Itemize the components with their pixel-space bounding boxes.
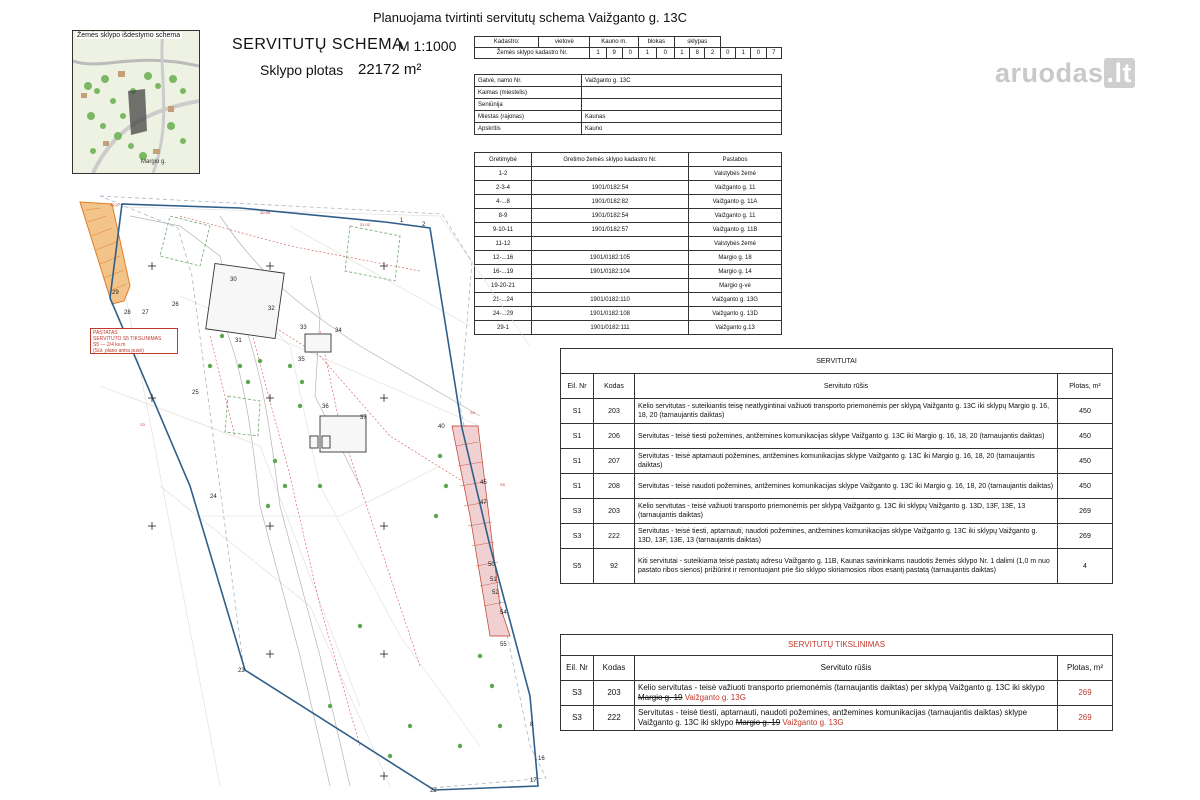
easement-cell: S3 xyxy=(561,499,594,524)
aruodas-logo xyxy=(995,58,1135,89)
cadastre-digit: 1 xyxy=(590,48,606,59)
cadastre-location-row xyxy=(475,37,782,48)
adjacent-row xyxy=(475,167,782,181)
adjacent-cell: 1901/0182:111 xyxy=(532,321,689,335)
clarification-header-cell: Plotas, m² xyxy=(1058,656,1113,681)
easement-row xyxy=(561,549,1113,584)
adjacent-cell: Valstybės žemė xyxy=(689,167,782,181)
building-note-line: SERVITUTO S5 TIKSLINIMAS xyxy=(93,336,162,342)
clarification-new-address: Vaižganto g. 13G xyxy=(682,693,746,702)
easement-cell: 269 xyxy=(1058,499,1113,524)
adjacent-cell: Vaižganto g. 13D xyxy=(689,307,782,321)
plan-point-label: 40 xyxy=(438,424,445,430)
adjacent-cell: 4-...8 xyxy=(475,195,532,209)
easement-cell: S5 xyxy=(561,549,594,584)
cadastre-digit: 1 xyxy=(674,48,689,59)
plan-point-label: 24 xyxy=(210,494,217,500)
adjacent-cell: Vaižganto g. 11A xyxy=(689,195,782,209)
plan-point-label: 8 xyxy=(530,722,534,728)
plan-point-label: 34 xyxy=(335,328,342,334)
cadastre-number-label: Žemės sklypo kadastro Nr. xyxy=(475,48,590,59)
adjacent-cell: 1901/0182:82 xyxy=(532,195,689,209)
adjacent-cell: 2-3-4 xyxy=(475,181,532,195)
easements-title: SERVITUTAI xyxy=(561,349,1113,374)
plan-point-label: 52 xyxy=(492,590,499,596)
plan-point-label: 51 xyxy=(490,577,497,583)
plot-area-label: Sklypo plotas xyxy=(260,62,344,78)
address-table xyxy=(474,74,782,135)
schema-title: SERVITUTŲ SCHEMA xyxy=(232,36,404,53)
plan-point-label: 50 xyxy=(488,562,495,568)
address-row xyxy=(475,111,782,123)
cadastre-area-label: vietovė xyxy=(539,37,590,48)
clarification-code: 203 xyxy=(594,681,635,706)
easement-cell: Kelio servitutas - teisė važiuoti transporto priemonėmis per sklypą Vaižganto g. 13C iki sklypų Vaižganto g. 13D, 13F, 13E, 13 (tarnaujantis daiktas) xyxy=(635,499,1058,524)
clarification-text-main: Servitutas - teisė tiesti, aptarnauti, naudoti požemines, antžemines komunikacijas (tarnaujantis daiktas) sklype Vaižganto g. 13C iki sklypo xyxy=(638,708,1028,727)
clarification-text xyxy=(635,706,1058,731)
logo-tld: .lt xyxy=(1104,58,1136,88)
building-note-line: S5 — 2/4 kv.m xyxy=(93,342,126,348)
clarification-new-address: Vaižganto g. 13G xyxy=(780,718,844,727)
cadastre-digit: 9 xyxy=(606,48,622,59)
easement-cell: 4 xyxy=(1058,549,1113,584)
plan-point-label: 33 xyxy=(300,325,307,331)
cadastre-number-table xyxy=(474,36,782,59)
cadastre-digit: 1 xyxy=(735,48,750,59)
address-row xyxy=(475,75,782,87)
adjacent-cell: 1901/0182:54 xyxy=(532,209,689,223)
address-row xyxy=(475,99,782,111)
inset-caption: Žemės sklypo išdėstymo schema xyxy=(77,32,181,39)
cadastre-block-label: blokas xyxy=(638,37,674,48)
cadastre-area-value: Kauno m. xyxy=(590,37,638,48)
plan-point-label: 31 xyxy=(235,338,242,344)
easement-cell: 450 xyxy=(1058,424,1113,449)
cadastre-digit: 2 xyxy=(705,48,720,59)
easements-header-cell: Kodas xyxy=(594,374,635,399)
location-inset-map xyxy=(72,30,200,174)
plan-point-label: 55 xyxy=(500,642,507,648)
easement-row xyxy=(561,424,1113,449)
cadastre-digit: 7 xyxy=(766,48,781,59)
adjacent-header-cell: Gretimo žemės sklypo kadastro Nr. xyxy=(532,153,689,167)
plan-point-label: 16 xyxy=(538,756,545,762)
plan-point-label: 37 xyxy=(360,415,367,421)
cadastre-digit: 8 xyxy=(690,48,705,59)
easement-cell: Servitutas - teisė aptarnauti požemines, antžemines komunikacijas sklype Vaižganto g. 13C iki Margio g. 16, 18, 20 (tarnaujantis daiktas) xyxy=(635,449,1058,474)
easement-cell: 203 xyxy=(594,399,635,424)
clarification-struck-address: Margio g. 19 xyxy=(735,718,781,727)
clarification-header-cell: Servituto rūšis xyxy=(635,656,1058,681)
adjacent-cell: 8-9 xyxy=(475,209,532,223)
address-label: Apskritis xyxy=(475,123,582,135)
easement-cell: S1 xyxy=(561,449,594,474)
easements-header-cell: Plotas, m² xyxy=(1058,374,1113,399)
adjacent-cell: 9-10-11 xyxy=(475,223,532,237)
adjacent-cell: Margio g. 14 xyxy=(689,265,782,279)
cadastre-label: Kadastro: xyxy=(475,37,539,48)
svg-text:S3: S3 xyxy=(140,422,145,427)
clarification-title: SERVITUTŲ TIKSLINIMAS xyxy=(561,635,1113,656)
address-value: Kaunas xyxy=(582,111,782,123)
adjacent-cell: Vaižganto g.13 xyxy=(689,321,782,335)
plan-point-label: 27 xyxy=(142,310,149,316)
adjacent-cell: Vaižganto g. 13G xyxy=(689,293,782,307)
adjacent-cell: 16-...19 xyxy=(475,265,532,279)
easement-row xyxy=(561,449,1113,474)
plot-area-value: 22172 m² xyxy=(358,61,422,78)
building-note-line: (Sūr. plano antra pusė) xyxy=(93,348,144,354)
easement-cell: 203 xyxy=(594,499,635,524)
svg-text:30.95: 30.95 xyxy=(260,210,271,215)
address-value: Kauno xyxy=(582,123,782,135)
plan-point-label: 1 xyxy=(400,218,404,224)
logo-text: aruodas xyxy=(995,58,1104,88)
plan-point-label: 54 xyxy=(500,610,507,616)
clarification-nr: S3 xyxy=(561,706,594,731)
clarification-header-row xyxy=(561,656,1113,681)
clarification-struck-address: Margio g. 19 xyxy=(638,693,683,702)
clarification-area: 269 xyxy=(1058,681,1113,706)
plan-point-label: 28 xyxy=(124,310,131,316)
cadastre-digit: 0 xyxy=(751,48,766,59)
easement-cell: 450 xyxy=(1058,399,1113,424)
address-row xyxy=(475,87,782,99)
easement-row xyxy=(561,524,1113,549)
adjacent-cell: 1901/0182:108 xyxy=(532,307,689,321)
clarification-nr: S3 xyxy=(561,681,594,706)
plan-point-label: 32 xyxy=(268,306,275,312)
plan-point-label: 29 xyxy=(112,290,119,296)
address-label: Seniūnija xyxy=(475,99,582,111)
easements-title-row xyxy=(561,349,1113,374)
plan-point-label: 23 xyxy=(238,668,245,674)
adjacent-cell: Vaižganto g. 11 xyxy=(689,181,782,195)
schema-scale: M 1:1000 xyxy=(398,38,457,54)
easement-cell: 92 xyxy=(594,549,635,584)
adjacent-cell: 1901/0182:110 xyxy=(532,293,689,307)
adjacent-cell: Margio g-vė xyxy=(689,279,782,293)
easement-cell: S1 xyxy=(561,399,594,424)
easement-row xyxy=(561,474,1113,499)
adjacent-cell: Vaižganto g. 11B xyxy=(689,223,782,237)
clarification-text-main: Kelio servitutas - teisė važiuoti transporto priemonėmis (tarnaujantis daiktas) per sklypą Vaižganto g. 13C iki sklypo xyxy=(638,683,1045,692)
easements-header-cell: Servituto rūšis xyxy=(635,374,1058,399)
adjacent-cell: 1901/0182:57 xyxy=(532,223,689,237)
adjacent-cell: 21-...24 xyxy=(475,293,532,307)
easement-cell: 222 xyxy=(594,524,635,549)
address-label: Miestas (rajonas) xyxy=(475,111,582,123)
address-row xyxy=(475,123,782,135)
easement-row xyxy=(561,399,1113,424)
easement-cell: S1 xyxy=(561,474,594,499)
svg-text:31.07: 31.07 xyxy=(110,202,121,207)
easement-clarification-table xyxy=(560,634,1113,731)
easement-cell: 206 xyxy=(594,424,635,449)
adjacent-cell: Margio g. 18 xyxy=(689,251,782,265)
adjacent-cell: 29-1 xyxy=(475,321,532,335)
clarification-area: 269 xyxy=(1058,706,1113,731)
address-value: Vaižganto g. 13C xyxy=(582,75,782,87)
plan-point-label: 35 xyxy=(298,357,305,363)
easement-cell: Servitutas - teisė tiesti, aptarnauti, naudoti požemines, antžemines komunikacijas sklype Vaižganto g. 13C iki sklypų Vaižganto g. 13D, 13F, 13E, 13 (tarnaujantis daiktas) xyxy=(635,524,1058,549)
plan-point-label: 36 xyxy=(322,404,329,410)
svg-text:S4: S4 xyxy=(470,410,475,415)
plan-point-label: 30 xyxy=(230,277,237,283)
clarification-header-cell: Eil. Nr xyxy=(561,656,594,681)
svg-text:S5: S5 xyxy=(500,482,505,487)
plan-point-label: 26 xyxy=(172,302,179,308)
adjacent-header-cell: Pastabos xyxy=(689,153,782,167)
easement-cell: Servitutas - teisė tiesti požemines, antžemines komunikacijas sklype Vaižganto g. 13C iki Margio g. 16, 18, 20 (tarnaujantis daiktas) xyxy=(635,424,1058,449)
easements-header-row xyxy=(561,374,1113,399)
adjacent-cell: Vaižganto g. 11 xyxy=(689,209,782,223)
clarification-text xyxy=(635,681,1058,706)
cadastre-digits-row xyxy=(475,48,782,59)
plan-point-label: 22 xyxy=(430,788,437,794)
cadastre-digit: 0 xyxy=(656,48,674,59)
easements-table xyxy=(560,348,1113,584)
cadastre-plot-label: sklypas xyxy=(674,37,720,48)
plan-point-label: 25 xyxy=(192,390,199,396)
plan-point-label: 17 xyxy=(530,778,537,784)
easement-cell: 450 xyxy=(1058,449,1113,474)
easement-cell: 207 xyxy=(594,449,635,474)
clarification-header-cell: Kodas xyxy=(594,656,635,681)
cadastre-digit: 1 xyxy=(638,48,656,59)
easement-cell: Kiti servitutai - suteikiama teisė pastatų adresu Vaižganto g. 11B, Kaunas savininkams naudotis žemės sklypo Nr. 1 dalimi (1,0 m nuo pastato ribos sienos) prižiūrint ir remontuojant prie šio sklypo skiriamosios ribos esantį pastatą (tarnaujantis daiktas) xyxy=(635,549,1058,584)
address-label: Gatvė, namo Nr. xyxy=(475,75,582,87)
address-label: Kaimas (miestelis) xyxy=(475,87,582,99)
clarification-title-row xyxy=(561,635,1113,656)
cadastre-digit: 0 xyxy=(720,48,735,59)
easements-header-cell: Eil. Nr xyxy=(561,374,594,399)
svg-text:Margio g.: Margio g. xyxy=(141,159,167,165)
adjacent-cell: 1901/0182:104 xyxy=(532,265,689,279)
easement-cell: Kelio servitutas - suteikiantis teisę neatlygintinai važiuoti transporto priemonėmis per sklypą Vaižganto g. 13C iki sklypų Margio g. 16, 18, 20 (tarnaujantis daiktas) xyxy=(635,399,1058,424)
adjacent-cell: 1901/0182:54 xyxy=(532,181,689,195)
plan-point-label: 45 xyxy=(480,480,487,486)
adjacent-cell: 12-...16 xyxy=(475,251,532,265)
building-note-box xyxy=(90,328,178,354)
building-note-line: PASTATAS xyxy=(93,330,118,336)
adjacent-cell: 1-2 xyxy=(475,167,532,181)
easement-cell: 208 xyxy=(594,474,635,499)
adjacent-header-row xyxy=(475,153,782,167)
easement-row xyxy=(561,499,1113,524)
adjacent-cell xyxy=(532,167,689,181)
address-value xyxy=(582,99,782,111)
easement-cell: S1 xyxy=(561,424,594,449)
document-title: Planuojama tvirtinti servitutų schema Vaižganto g. 13C xyxy=(372,10,688,25)
easement-cell: 269 xyxy=(1058,524,1113,549)
cadastre-digit: 0 xyxy=(622,48,638,59)
clarification-row xyxy=(561,681,1113,706)
plan-point-label: 47 xyxy=(480,500,487,506)
site-plan-drawing xyxy=(60,186,560,798)
plan-point-label: 2 xyxy=(422,222,426,228)
easement-cell: Servitutas - teisė naudoti požemines, antžemines komunikacijas sklype Vaižganto g. 13C iki Margio g. 16, 18, 20 (tarnaujantis daiktas) xyxy=(635,474,1058,499)
adjacent-cell: Valstybės žemė xyxy=(689,237,782,251)
adjacent-cell: 24-...29 xyxy=(475,307,532,321)
address-value xyxy=(582,87,782,99)
clarification-code: 222 xyxy=(594,706,635,731)
easement-cell: 450 xyxy=(1058,474,1113,499)
svg-text:31.02: 31.02 xyxy=(360,222,371,227)
adjacent-cell: 11-12 xyxy=(475,237,532,251)
adjacent-cell: 19-20-21 xyxy=(475,279,532,293)
easement-cell: S3 xyxy=(561,524,594,549)
adjacent-header-cell: Gretimybė xyxy=(475,153,532,167)
inset-map-drawing xyxy=(73,31,199,173)
clarification-row xyxy=(561,706,1113,731)
adjacent-cell: 1901/0182:105 xyxy=(532,251,689,265)
